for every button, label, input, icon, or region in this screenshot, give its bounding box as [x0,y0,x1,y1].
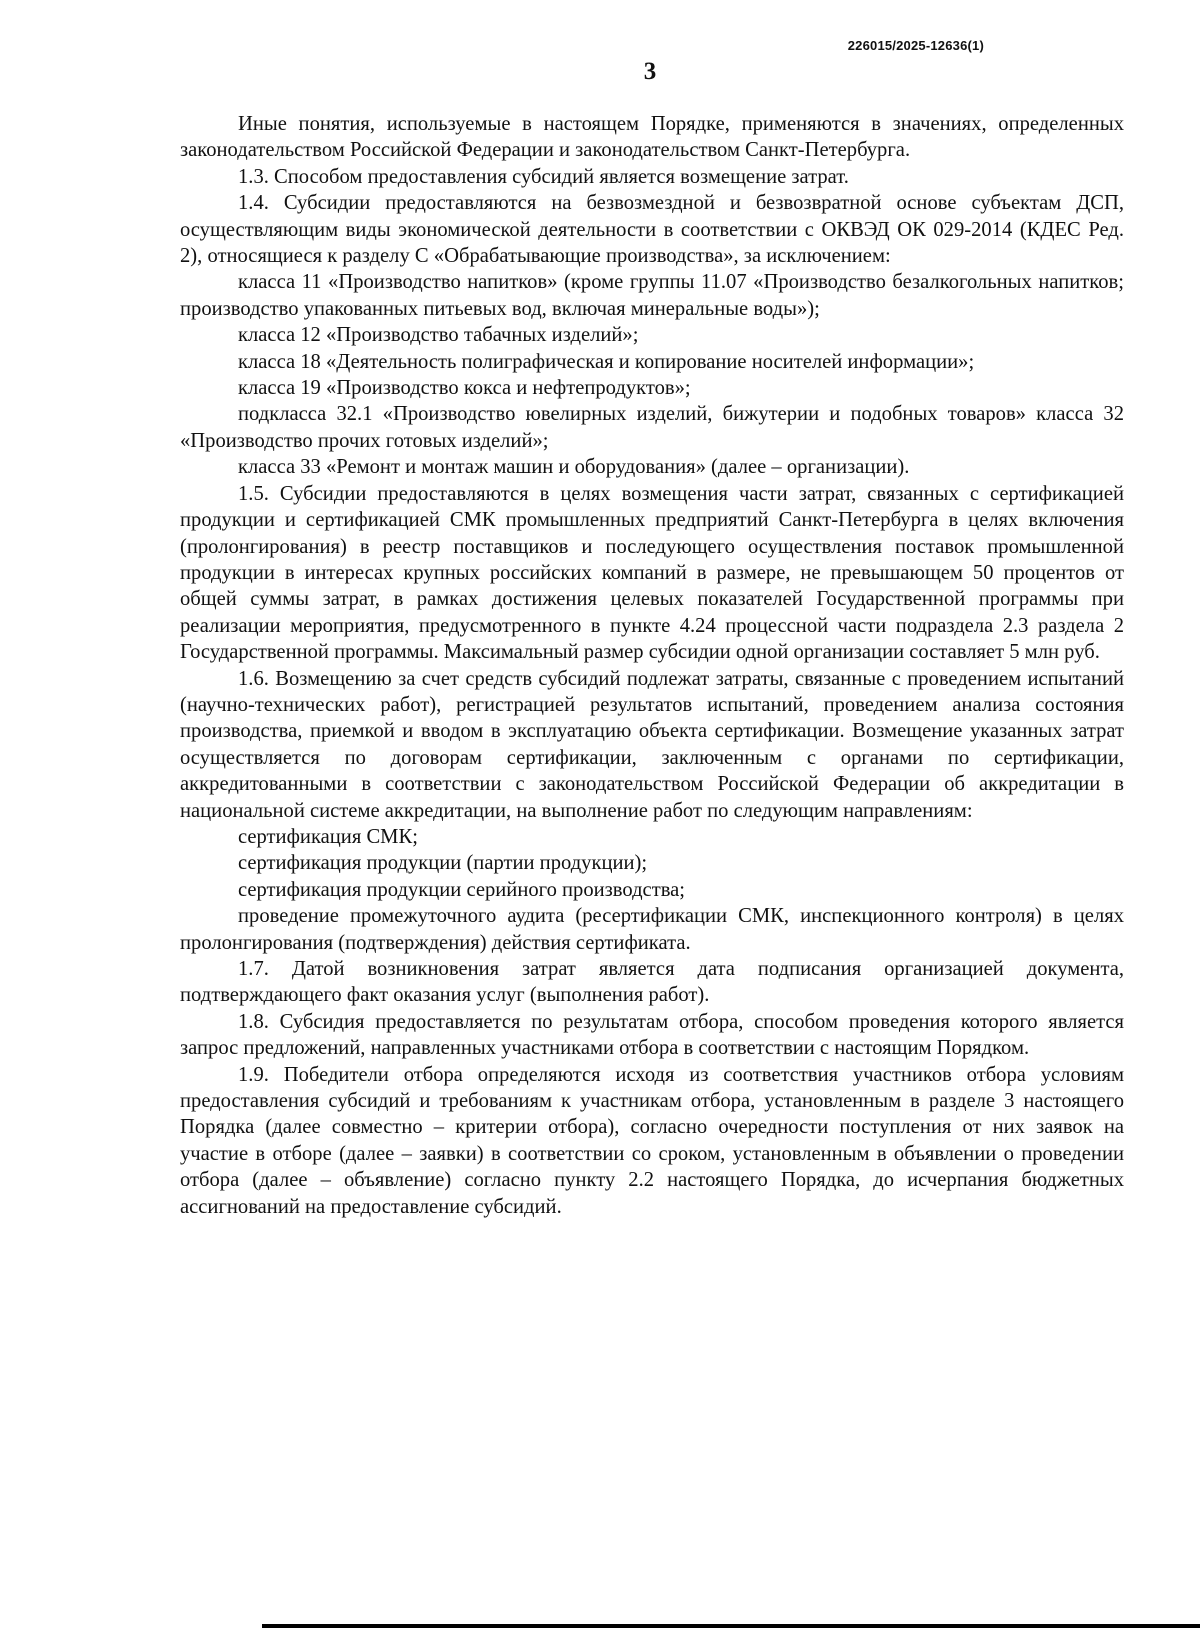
paragraph-other-terms: Иные понятия, используемые в настоящем Порядке, применяются в значениях, определенных законодательством Российской Федерации и законодательством Санкт-Петербурга. [180,113,1124,162]
exclusion-subclass-32-1: подкласса 32.1 «Производство ювелирных изделий, бижутерии и подобных товаров» класса 32 «Производство прочих готовых изделий»; [180,403,1124,452]
page-number: 3 [643,58,657,85]
exclusion-class-12: класса 12 «Производство табачных изделий»; [238,324,639,347]
paragraph-1-3: 1.3. Способом предоставления субсидий является возмещение затрат. [238,165,849,188]
document-body [180,111,1124,1220]
exclusion-class-19: класса 19 «Производство кокса и нефтепродуктов»; [238,377,691,400]
document-registration-number: 226015/2025-12636(1) [847,38,984,53]
exclusion-class-18: класса 18 «Деятельность полиграфическая и копирование носителей информации»; [238,350,975,373]
paragraph-1-7: 1.7. Датой возникновения затрат является дата подписания организацией документа, подтверждающего факт оказания услуг (выполнения работ). [180,958,1124,1007]
paragraph-1-5: 1.5. Субсидии предоставляются в целях возмещения части затрат, связанных с сертификацией продукции и сертификацией СМК промышленных предприятий Санкт-Петербурга в целях включения (пролонгирования) в реестр поставщиков и последующего осуществления поставок промышленной продукции в интересах крупных российских компаний в размере, не превышающем 50 процентов от общей суммы затрат, в рамках достижения целевых показателей Государственной программы при реализации мероприятия, предусмотренного в пункте 4.24 процессной части подраздела 2.3 раздела 2 Государственной программы. Максимальный размер субсидии одной организации составляет 5 млн руб. [180,482,1124,664]
exclusion-class-11: класса 11 «Производство напитков» (кроме группы 11.07 «Производство безалкогольных напитков; производство упакованных питьевых вод, включая минеральные воды»); [180,271,1124,320]
paragraph-1-9: 1.9. Победители отбора определяются исходя из соответствия участников отбора условиям предоставления субсидий и требованиям к участникам отбора, установленным в разделе 3 настоящего Порядка (далее совместно – критерии отбора), согласно очередности поступления от них заявок на участие в отборе (далее – заявки) в соответствии со сроком, установленным в объявлении о проведении отбора (далее – объявление) согласно пункту 2.2 настоящего Порядка, до исчерпания бюджетных ассигнований на предоставление субсидий. [180,1063,1124,1218]
direction-product-certification: сертификация продукции (партии продукции); [238,852,648,875]
paragraph-1-6: 1.6. Возмещению за счет средств субсидий подлежат затраты, связанные с проведением испытаний (научно-технических работ), регистрацией результатов испытаний, проведением анализа состояния производства, приемкой и вводом в эксплуатацию объекта сертификации. Возмещение указанных затрат осуществляется по договорам сертификации, заключенным с органами по сертификации, аккредитованными в соответствии с законодательством Российской Федерации об аккредитации в национальной системе аккредитации, на выполнение работ по следующим направлениям: [180,667,1124,822]
paragraph-1-4: 1.4. Субсидии предоставляются на безвозмездной и безвозвратной основе субъектам ДСП, осуществляющим виды экономической деятельности в соответствии с ОКВЭД ОК 029-2014 (КДЕС Ред. 2), относящиеся к разделу C «Обрабатывающие производства», за исключением: [180,192,1124,268]
direction-intermediate-audit: проведение промежуточного аудита (ресертификации СМК, инспекционного контроля) в целях пролонгирования (подтверждения) действия сертификата. [180,905,1124,954]
exclusion-class-33: класса 33 «Ремонт и монтаж машин и оборудования» (далее – организации). [238,456,910,479]
bottom-scan-border [262,1624,1200,1628]
direction-smk-certification: сертификация СМК; [238,825,418,848]
paragraph-1-8: 1.8. Субсидия предоставляется по результатам отбора, способом проведения которого является запрос предложений, направленных участниками отбора в соответствии с настоящим Порядком. [180,1010,1124,1060]
direction-serial-production-certification: сертификация продукции серийного производства; [238,878,686,901]
